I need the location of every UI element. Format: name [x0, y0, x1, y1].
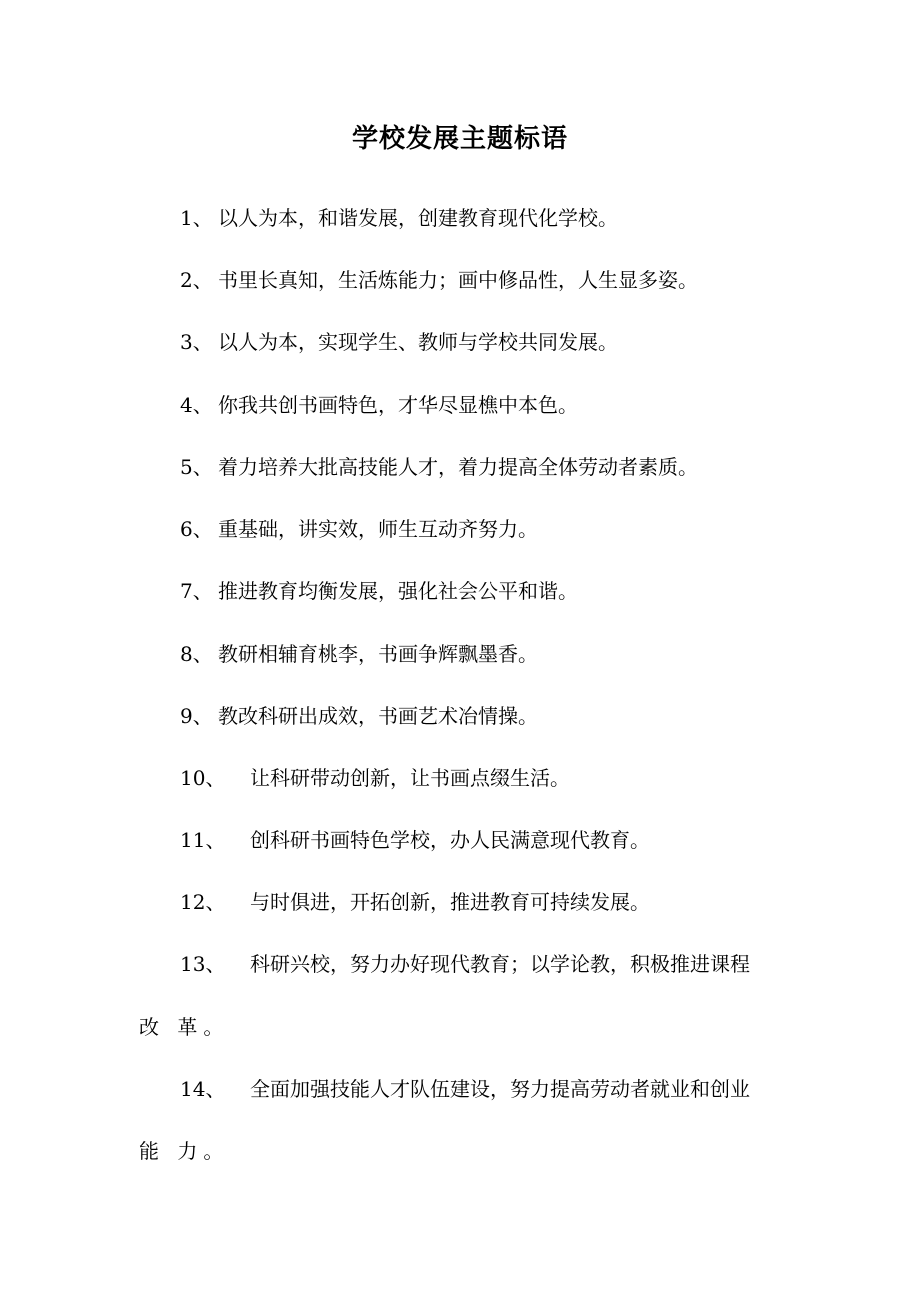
item-number: 3、	[180, 330, 213, 354]
slogan-item	[180, 1074, 750, 1104]
slogan-item	[180, 763, 570, 793]
item-number: 10、	[180, 766, 226, 790]
document-title: 学校发展主题标语	[351, 124, 568, 154]
item-number: 14、	[180, 1077, 226, 1101]
item-text: 以人为本，实现学生、教师与学校共同发展。	[218, 330, 618, 354]
slogan-item	[180, 265, 698, 295]
slogan-item	[180, 949, 750, 979]
item-text: 教研相辅育桃李，书画争辉飘墨香。	[218, 642, 538, 666]
item-number: 8、	[180, 642, 213, 666]
slogan-item	[180, 701, 538, 731]
item-continuation: 能 力。	[139, 1139, 230, 1163]
slogan-item	[180, 203, 618, 233]
slogan-item	[180, 327, 618, 357]
item-text: 推进教育均衡发展，强化社会公平和谐。	[218, 579, 578, 603]
item-text: 书里长真知，生活炼能力；画中修品性，人生显多姿。	[218, 268, 698, 292]
item-number: 6、	[180, 517, 213, 541]
item-text: 以人为本，和谐发展，创建教育现代化学校。	[218, 206, 618, 230]
slogan-item	[180, 639, 538, 669]
item-text: 全面加强技能人才队伍建设，努力提高劳动者就业和创业	[250, 1077, 750, 1101]
slogan-item	[180, 514, 538, 544]
item-text: 重基础，讲实效，师生互动齐努力。	[218, 517, 538, 541]
item-number: 1、	[180, 206, 213, 230]
item-text: 创科研书画特色学校，办人民满意现代教育。	[250, 828, 650, 852]
item-text: 让科研带动创新，让书画点缀生活。	[250, 766, 570, 790]
item-number: 11、	[180, 828, 226, 852]
item-text: 着力培养大批高技能人才，着力提高全体劳动者素质。	[218, 455, 698, 479]
item-text: 教改科研出成效，书画艺术冶情操。	[218, 704, 538, 728]
slogan-item	[180, 825, 650, 855]
item-number: 13、	[180, 952, 226, 976]
item-number: 7、	[180, 579, 213, 603]
slogan-item	[180, 452, 698, 482]
item-text: 你我共创书画特色，才华尽显樵中本色。	[218, 393, 578, 417]
item-number: 5、	[180, 455, 213, 479]
slogan-item	[180, 887, 650, 917]
slogan-item	[180, 390, 578, 420]
item-number: 4、	[180, 393, 213, 417]
item-text: 与时俱进，开拓创新，推进教育可持续发展。	[250, 890, 650, 914]
item-continuation: 改 革。	[139, 1015, 230, 1039]
item-text: 科研兴校，努力办好现代教育；以学论教，积极推进课程	[250, 952, 750, 976]
item-number: 2、	[180, 268, 213, 292]
item-number: 12、	[180, 890, 226, 914]
item-number: 9、	[180, 704, 213, 728]
slogan-item	[180, 576, 578, 606]
